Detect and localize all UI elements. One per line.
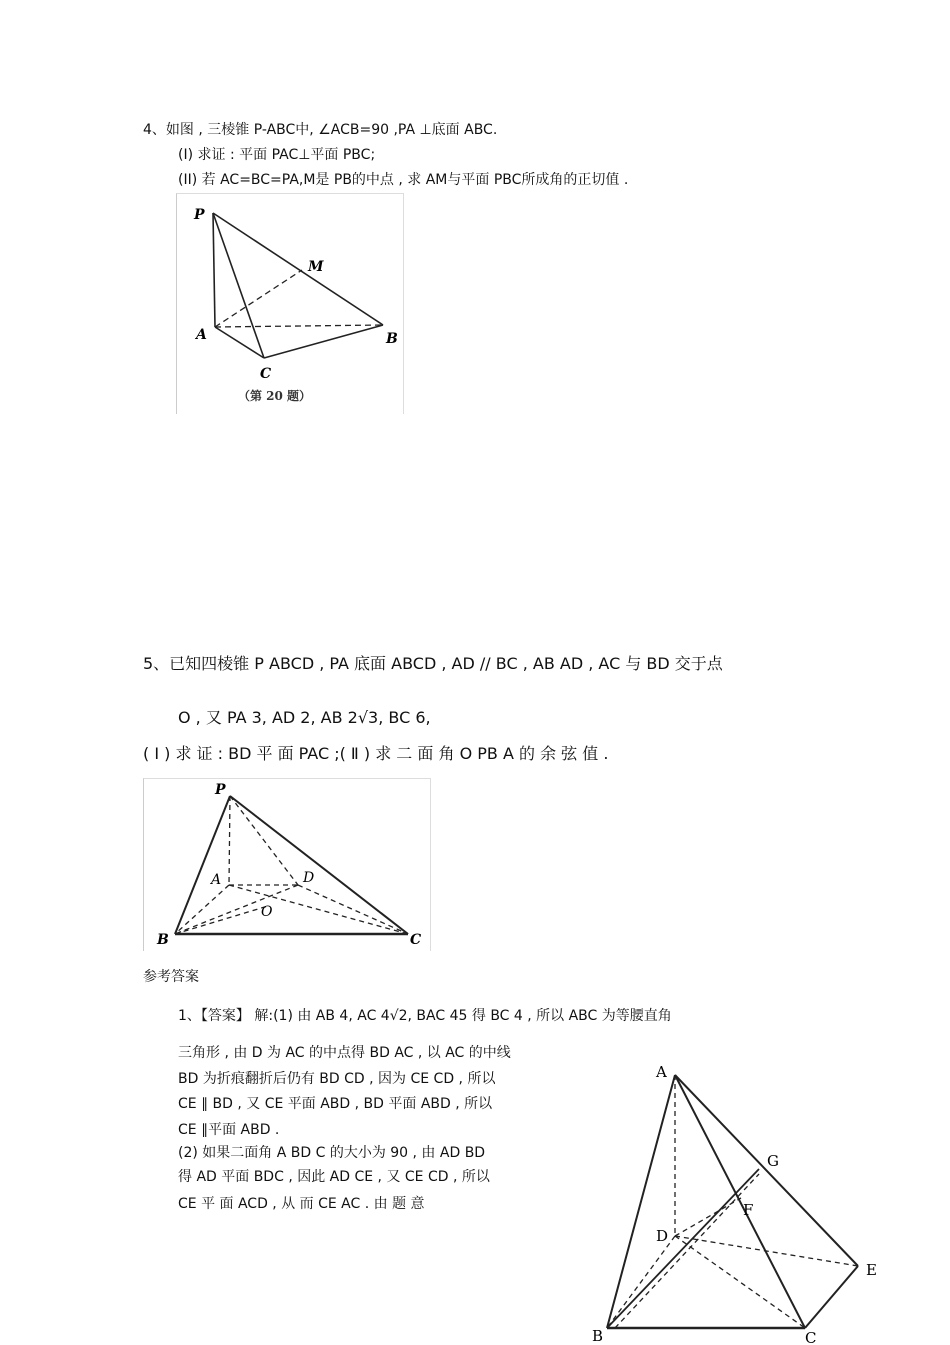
q4-label-B: B: [386, 331, 398, 347]
q4-label-M: M: [308, 259, 324, 275]
q5-line-2: O , 又 PA 3, AD 2, AB 2√3, BC 6,: [178, 708, 431, 727]
q5-pyramid-figure: [143, 778, 431, 952]
answer1-line-4: CE ∥ BD , 又 CE 平面 ABD , BD 平面 ABD , 所以: [178, 1096, 493, 1112]
answer1-line-5: CE ∥平面 ABD .: [178, 1122, 280, 1138]
q5-label-P: P: [215, 782, 226, 798]
q4-label-A: A: [196, 327, 207, 343]
q4-figure-caption: （第 20 题）: [238, 389, 312, 403]
answer1-label-C: C: [805, 1329, 817, 1345]
q4-label-C: C: [260, 366, 272, 382]
answer1-label-D: D: [656, 1227, 669, 1245]
q4-line-1: 4、如图 , 三棱锥 P-ABC中, ∠ACB=90 ,PA ⊥底面 ABC.: [143, 122, 498, 138]
answer1-label-A: A: [656, 1063, 667, 1081]
answer1-line-1: 1、【答案】 解:(1) 由 AB 4, AC 4√2, BAC 45 得 BC 4 , 所以 ABC 为等腰直角: [178, 1008, 672, 1024]
q4-line-2: (I) 求证 : 平面 PAC⊥平面 PBC;: [178, 147, 376, 163]
q5-label-O: O: [261, 904, 273, 920]
q4-label-P: P: [194, 207, 205, 223]
q5-label-A: A: [211, 872, 222, 888]
q5-line-1: 5、已知四棱锥 P ABCD , PA 底面 ABCD , AD // BC , AB AD , AC 与 BD 交于点: [143, 654, 723, 673]
q5-label-D: D: [303, 870, 315, 886]
q4-line-3: (II) 若 AC=BC=PA,M是 PB的中点 , 求 AM与平面 PBC所成角的正切值 .: [178, 172, 629, 188]
q4-tetrahedron-figure: [176, 193, 404, 415]
answer1-line-3: BD 为折痕翻折后仍有 BD CD , 因为 CE CD , 所以: [178, 1071, 496, 1087]
answer1-line-7: 得 AD 平面 BDC , 因此 AD CE , 又 CE CD , 所以: [178, 1169, 490, 1185]
answers-heading: 参考答案: [143, 969, 199, 985]
q5-label-B: B: [157, 932, 169, 948]
answer1-label-B: B: [592, 1327, 604, 1345]
answer1-label-G: G: [767, 1152, 779, 1170]
answer1-folded-figure: [585, 1055, 895, 1345]
answer1-line-8: CE 平 面 ACD , 从 而 CE AC . 由 题 意: [178, 1196, 425, 1212]
answer1-label-F: F: [743, 1201, 754, 1219]
answer1-line-6: (2) 如果二面角 A BD C 的大小为 90 , 由 AD BD: [178, 1145, 486, 1161]
q5-label-C: C: [410, 932, 422, 948]
answer1-label-E: E: [866, 1261, 877, 1279]
answer1-line-2: 三角形 , 由 D 为 AC 的中点得 BD AC , 以 AC 的中线: [178, 1045, 511, 1061]
q5-line-3: ( Ⅰ ) 求 证 : BD 平 面 PAC ;( Ⅱ ) 求 二 面 角 O PB A 的 余 弦 值 .: [143, 744, 609, 763]
